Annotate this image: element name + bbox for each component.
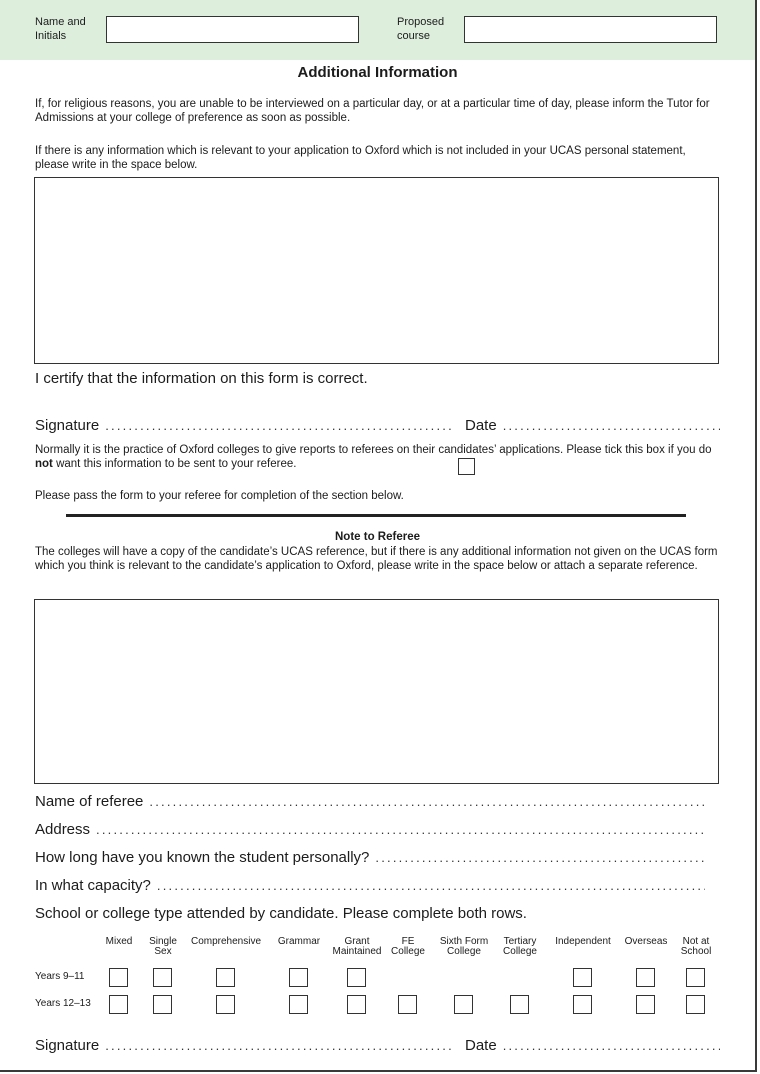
proposed-course-field[interactable] xyxy=(464,16,717,43)
capacity-line[interactable] xyxy=(35,877,705,895)
years-12-13-checkbox[interactable] xyxy=(573,995,592,1014)
school-type-instruction: School or college type attended by candidate. Please complete both rows. xyxy=(35,905,527,922)
referee-name-line[interactable] xyxy=(35,793,705,811)
address-label: Address xyxy=(35,821,91,838)
referee-name-dots xyxy=(149,793,705,811)
referee-note-title: Note to Referee xyxy=(335,531,420,543)
years-9-11-checkbox[interactable] xyxy=(347,968,366,987)
referee-name-label: Name of referee xyxy=(35,793,144,810)
signature-dots xyxy=(105,417,455,435)
school-column-header: Tertiary College xyxy=(503,936,537,957)
years-12-13-checkbox[interactable] xyxy=(153,995,172,1014)
proposed-course-label: Proposed course xyxy=(397,16,445,42)
years-9-11-checkbox[interactable] xyxy=(216,968,235,987)
signature-label: Signature xyxy=(35,417,100,434)
additional-info-textarea[interactable] xyxy=(34,177,719,364)
years-12-13-checkbox[interactable] xyxy=(686,995,705,1014)
years-9-11-checkbox[interactable] xyxy=(153,968,172,987)
date2-dots xyxy=(503,1037,720,1055)
years-12-13-checkbox[interactable] xyxy=(347,995,366,1014)
years-12-13-checkbox[interactable] xyxy=(109,995,128,1014)
how-long-label: How long have you known the student personally? xyxy=(35,849,370,866)
years-9-11-label: Years 9–11 xyxy=(35,971,85,982)
capacity-label: In what capacity? xyxy=(35,877,151,894)
years-12-13-checkbox[interactable] xyxy=(510,995,529,1014)
name-initials-label: Name and Initials xyxy=(35,16,86,42)
years-12-13-checkbox[interactable] xyxy=(398,995,417,1014)
date-label: Date xyxy=(465,417,497,434)
date-dots xyxy=(503,417,720,435)
school-column-header: Sixth Form College xyxy=(439,936,489,957)
years-12-13-checkbox[interactable] xyxy=(216,995,235,1014)
address-dots xyxy=(96,821,705,839)
referee-note-paragraph: The colleges will have a copy of the candidate’s UCAS reference, but if there is any additional information not given on the UCAS form which you think is relevant to the candidate’s application to Oxford, please write in the space below or attach a separate reference. xyxy=(35,546,718,572)
how-long-line[interactable] xyxy=(35,849,705,867)
school-column-header: Not at School xyxy=(680,936,712,957)
school-column-header: Comprehensive xyxy=(190,936,262,947)
years-12-13-checkbox[interactable] xyxy=(289,995,308,1014)
school-column-header: Mixed xyxy=(105,936,133,947)
school-column-header: Single Sex xyxy=(149,936,177,957)
date2-line[interactable] xyxy=(465,1037,720,1055)
signature2-line[interactable] xyxy=(35,1037,455,1055)
years-9-11-checkbox[interactable] xyxy=(636,968,655,987)
years-9-11-checkbox[interactable] xyxy=(109,968,128,987)
name-initials-field[interactable] xyxy=(106,16,359,43)
school-column-header: Independent xyxy=(555,936,611,947)
signature2-dots xyxy=(105,1037,455,1055)
divider-rule xyxy=(66,514,686,517)
religious-reasons-paragraph: If, for religious reasons, you are unable to be interviewed on a particular day, or at a particular time of day, please inform the Tutor for Admissions at your college of preference as soon as possible. xyxy=(35,98,710,124)
years-9-11-checkbox[interactable] xyxy=(686,968,705,987)
date-line[interactable] xyxy=(465,417,720,435)
pass-form-instruction: Please pass the form to your referee for completion of the section below. xyxy=(35,490,404,502)
how-long-dots xyxy=(375,849,705,867)
no-report-checkbox[interactable] xyxy=(458,458,475,475)
school-column-header: Grant Maintained xyxy=(332,936,382,957)
years-12-13-checkbox[interactable] xyxy=(454,995,473,1014)
address-line[interactable] xyxy=(35,821,705,839)
section-title: Additional Information xyxy=(297,64,458,81)
school-column-header: Grammar xyxy=(277,936,321,947)
school-column-header: Overseas xyxy=(624,936,668,947)
signature-line[interactable] xyxy=(35,417,455,435)
years-9-11-checkbox[interactable] xyxy=(573,968,592,987)
referee-report-paragraph: Normally it is the practice of Oxford colleges to give reports to referees on their candidates’ applications. Please tick this box if you do not want this information to be sent to your referee. xyxy=(35,444,712,470)
years-12-13-checkbox[interactable] xyxy=(636,995,655,1014)
certify-statement: I certify that the information on this form is correct. xyxy=(35,370,368,387)
school-column-header: FE College xyxy=(391,936,425,957)
years-12-13-label: Years 12–13 xyxy=(35,998,91,1009)
referee-textarea[interactable] xyxy=(34,599,719,784)
additional-info-paragraph: If there is any information which is relevant to your application to Oxford which is not included in your UCAS personal statement, please write in the space below. xyxy=(35,145,686,171)
capacity-dots xyxy=(157,877,705,895)
signature2-label: Signature xyxy=(35,1037,100,1054)
date2-label: Date xyxy=(465,1037,497,1054)
years-9-11-checkbox[interactable] xyxy=(289,968,308,987)
